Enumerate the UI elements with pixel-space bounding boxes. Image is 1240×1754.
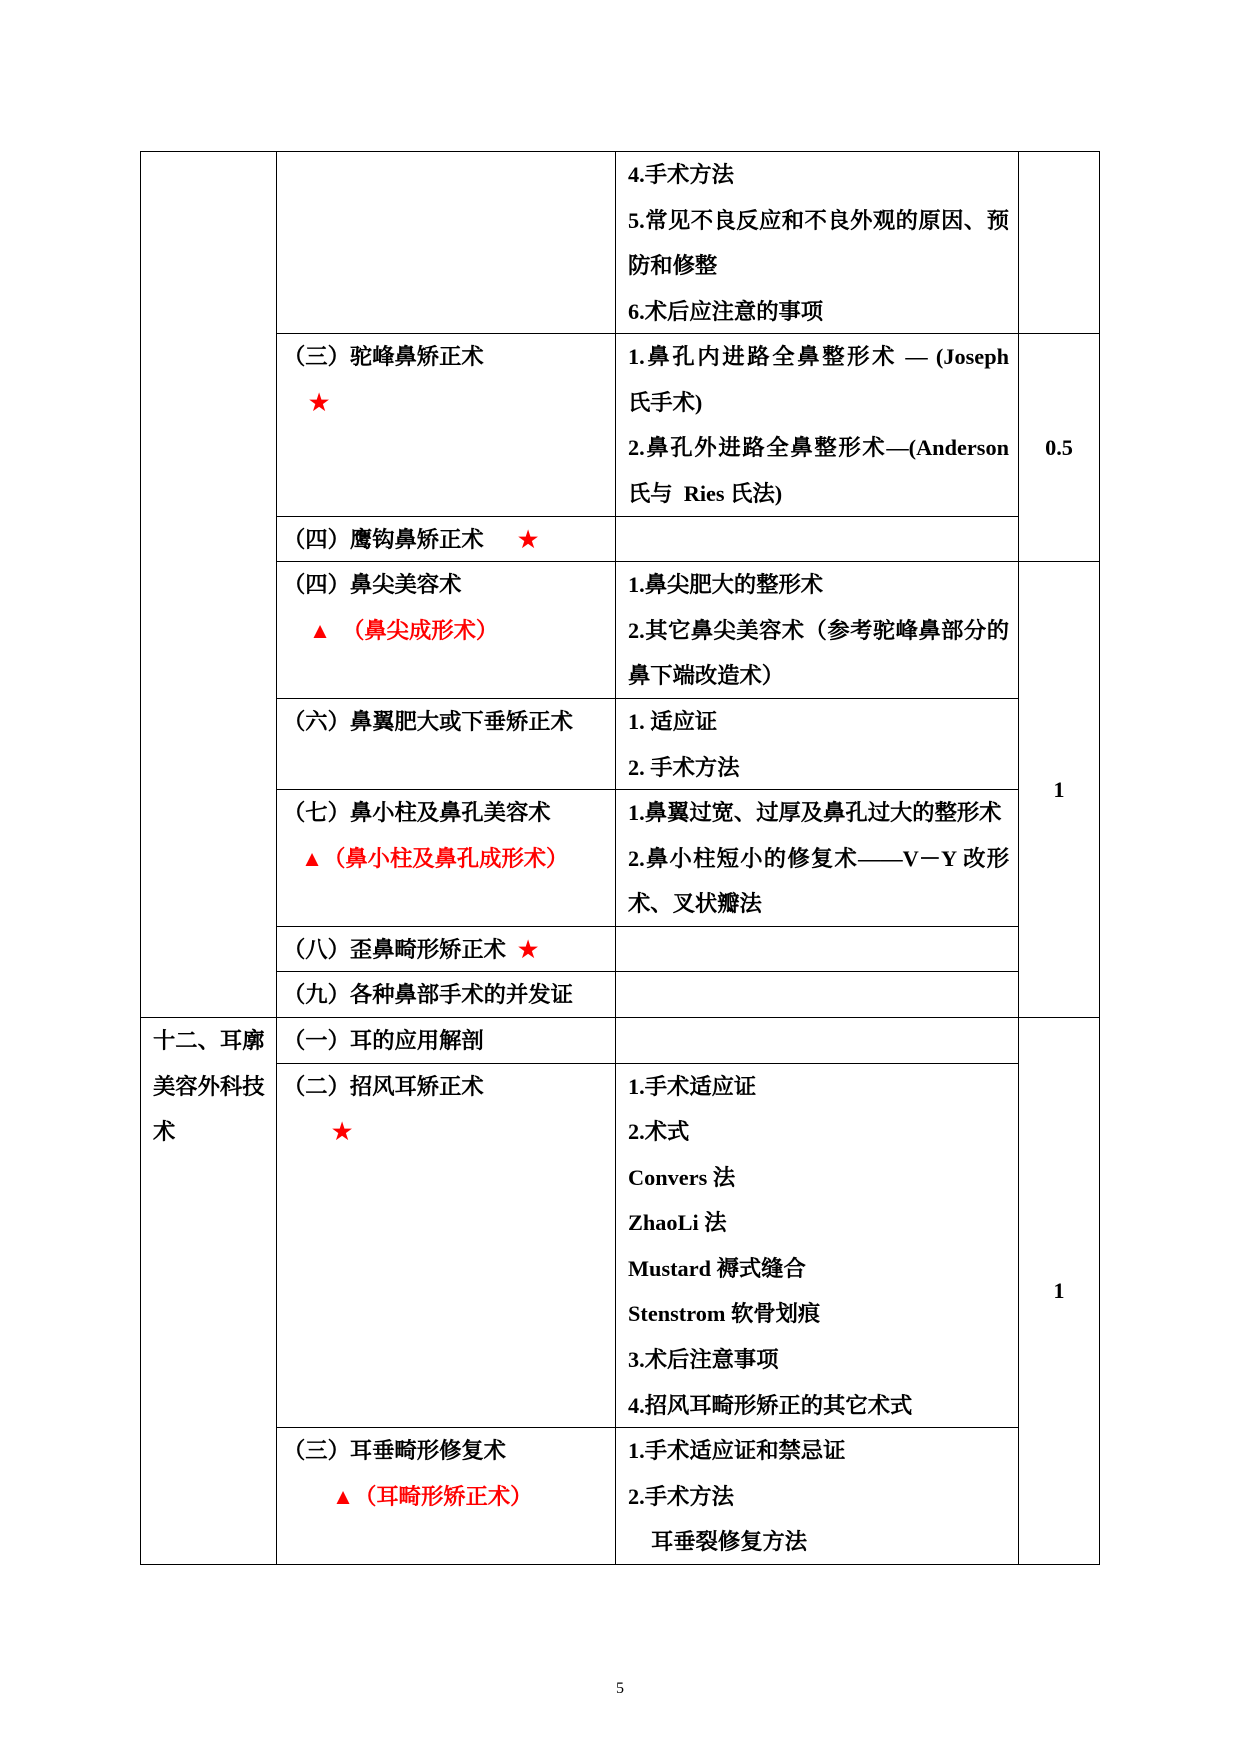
topic-cell: [277, 972, 616, 1018]
topic-title: （三）耳垂畸形修复术: [283, 1438, 506, 1464]
content-line: Convers 法: [628, 1164, 736, 1190]
hours-cell: [1019, 1018, 1100, 1565]
topic-title: （一）耳的应用解剖: [283, 1027, 484, 1053]
topic-cell: [277, 334, 616, 516]
content-line: 1. 适应证: [628, 708, 718, 734]
content-cell-empty: [616, 1018, 1019, 1064]
content-cell: [616, 699, 1019, 790]
triangle-mark-icon: ▲: [309, 617, 332, 643]
triangle-mark-icon: ▲: [301, 845, 324, 871]
content-line: 2.鼻孔外进路全鼻整形术—(Anderson: [628, 435, 1009, 461]
content-cell-empty: [616, 517, 1019, 563]
topic-note: （耳畸形矫正术）: [354, 1483, 533, 1509]
category-line: 术: [153, 1119, 176, 1145]
topic-title: （二）招风耳矫正术: [283, 1073, 484, 1099]
topic-cell: [277, 927, 616, 973]
topic-title: （六）鼻翼肥大或下垂矫正术: [283, 708, 573, 734]
topic-cell-empty: [277, 152, 616, 334]
topic-cell: [277, 790, 616, 927]
hours-cell: [1019, 562, 1100, 1018]
content-line: 6.术后应注意的事项: [628, 298, 824, 324]
hours-value: 1: [1053, 776, 1065, 802]
hours-value: 0.5: [1045, 434, 1073, 460]
topic-note: （鼻尖成形术）: [342, 617, 499, 643]
topic-title: （三）驼峰鼻矫正术: [283, 344, 484, 370]
content-line: 术、叉状瓣法: [628, 891, 762, 917]
hours-cell-empty: [1019, 152, 1100, 334]
content-line: 氏与 Ries 氏法): [628, 481, 783, 507]
content-line: 氏手术): [628, 389, 703, 415]
content-line: 5.常见不良反应和不良外观的原因、预: [628, 207, 1009, 233]
topic-note-line: [283, 608, 611, 654]
content-line: Mustard 褥式缝合: [628, 1255, 806, 1281]
topic-note-line: [283, 836, 611, 882]
content-line: 2.手术方法: [628, 1483, 734, 1509]
topic-line: [283, 517, 611, 563]
content-cell: [616, 1428, 1019, 1565]
topic-title: （七）鼻小柱及鼻孔美容术: [283, 800, 551, 826]
hours-cell: [1019, 334, 1100, 562]
content-cell-empty: [616, 972, 1019, 1018]
topic-note: （鼻小柱及鼻孔成形术）: [323, 845, 569, 871]
content-line: Stenstrom 软骨划痕: [628, 1301, 821, 1327]
content-line: 4.招风耳畸形矫正的其它术式: [628, 1392, 913, 1418]
topic-cell: [277, 1018, 616, 1064]
topic-mark-line: [283, 380, 611, 426]
content-line: 3.术后注意事项: [628, 1347, 779, 1373]
category-cell: [141, 1018, 277, 1565]
content-line: 耳垂裂修复方法: [651, 1529, 808, 1555]
topic-title: （八）歪鼻畸形矫正术: [283, 936, 506, 962]
topic-note-line: [283, 1474, 611, 1520]
content-cell: [616, 562, 1019, 699]
topic-cell: [277, 1064, 616, 1429]
topic-cell: [277, 1428, 616, 1565]
star-mark-icon: ★: [518, 936, 538, 962]
topic-title: （九）各种鼻部手术的并发证: [283, 982, 573, 1008]
star-mark-icon: ★: [518, 526, 538, 552]
content-line: 鼻下端改造术）: [628, 663, 785, 689]
topic-line: [283, 927, 611, 973]
topic-title: （四）鼻尖美容术: [283, 572, 462, 598]
category-line: 十二、耳廓: [153, 1027, 265, 1053]
content-line: 2.其它鼻尖美容术（参考驼峰鼻部分的: [628, 617, 1009, 643]
star-mark-icon: ★: [332, 1119, 352, 1145]
star-mark-icon: ★: [309, 389, 329, 415]
category-cell-continued: [141, 152, 277, 1018]
content-line: 2.鼻小柱短小的修复术——V－Y 改形: [628, 845, 1009, 871]
content-cell: [616, 1064, 1019, 1429]
hours-value: 1: [1053, 1278, 1065, 1304]
content-line: ZhaoLi 法: [628, 1210, 727, 1236]
content-cell: [616, 152, 1019, 334]
topic-cell: [277, 699, 616, 790]
content-line: 1.鼻孔内进路全鼻整形术 — (Joseph: [628, 344, 1009, 370]
content-line: 2.术式: [628, 1119, 690, 1145]
content-cell: [616, 334, 1019, 516]
content-line: 2. 手术方法: [628, 754, 740, 780]
content-line: 1.手术适应证和禁忌证: [628, 1438, 846, 1464]
content-line: 1.手术适应证: [628, 1073, 757, 1099]
content-line: 4.手术方法: [628, 162, 734, 187]
topic-cell: [277, 517, 616, 563]
topic-mark-line: [283, 1109, 611, 1155]
content-line: 1.鼻尖肥大的整形术: [628, 572, 824, 598]
syllabus-table: [140, 151, 1100, 1565]
topic-title: （四）鹰钩鼻矫正术: [283, 526, 484, 552]
content-line: 防和修整: [628, 253, 718, 279]
page-number: 5: [616, 1680, 624, 1697]
content-cell: [616, 790, 1019, 927]
triangle-mark-icon: ▲: [332, 1483, 355, 1509]
content-cell-empty: [616, 927, 1019, 973]
topic-cell: [277, 562, 616, 699]
category-line: 美容外科技: [153, 1073, 265, 1099]
content-line: 1.鼻翼过宽、过厚及鼻孔过大的整形术: [628, 800, 1002, 826]
